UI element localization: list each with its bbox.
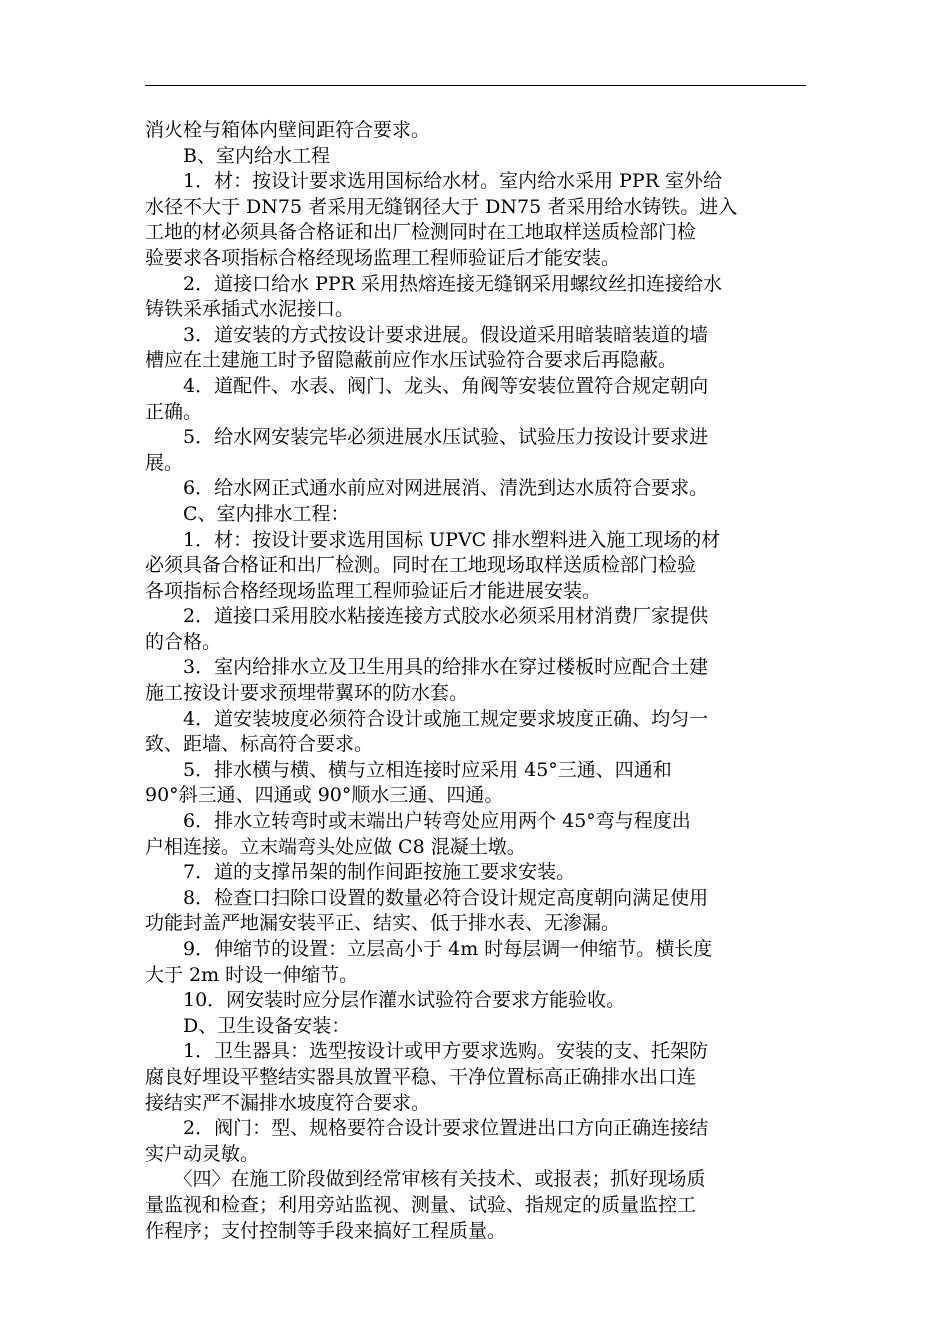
paragraph (145, 886, 809, 937)
paragraph (145, 323, 809, 374)
text-line: 5．给水网安装完毕必须进展水压试验、试验压力按设计要求进 (145, 426, 709, 449)
text-line: 验要求各项指标合格经现场监理工程师验证后才能安装。 (145, 246, 621, 269)
paragraph (145, 272, 809, 323)
paragraph (145, 502, 809, 528)
paragraph (145, 988, 809, 1014)
text-line: 6．给水网正式通水前应对网进展消、清洗到达水质符合要求。 (145, 477, 709, 500)
text-line: 3．道安装的方式按设计要求进展。假设道采用暗装暗装道的墙 (145, 323, 709, 346)
text-line: 功能封盖严地漏安装平正、结实、低于排水表、无渗漏。 (145, 912, 621, 935)
text-line: 4．道配件、水表、阀门、龙头、角阀等安装位置符合规定朝向 (145, 374, 709, 397)
paragraph (145, 476, 809, 502)
text-line: 3．室内给排水立及卫生用具的给排水在穿过楼板时应配合土建 (145, 656, 709, 679)
text-line: 腐良好埋设平整结实器具放置平稳、干净位置标高正确排水出口连 (145, 1065, 697, 1088)
text-line: 1．卫生器具：选型按设计或甲方要求选购。安装的支、托架防 (145, 1040, 709, 1063)
text-line: 实户动灵敏。 (145, 1142, 260, 1165)
text-line: 9．伸缩节的设置：立层高小于 4m 时每层调一伸缩节。横长度 (145, 938, 713, 960)
text-line: 槽应在土建施工时予留隐蔽前应作水压试验符合要求后再隐蔽。 (145, 349, 678, 372)
text-line: 10．网安装时应分层作灌水试验符合要求方能验收。 (145, 989, 626, 1012)
paragraph (145, 1167, 809, 1244)
text-line: 90°斜三通、四通或 90°顺水三通、四通。 (145, 784, 504, 807)
text-line: 各项指标合格经现场监理工程师验证后才能进展安装。 (145, 579, 602, 602)
text-line: 4．道安装坡度必须符合设计或施工规定要求坡度正确、均匀一 (145, 707, 709, 730)
paragraph (145, 169, 809, 271)
text-line: 工地的材必须具备合格证和出厂检测同时在工地取样送质检部门检 (145, 221, 697, 244)
text-line: 大于 2m 时设一伸缩节。 (145, 963, 359, 986)
text-line: 2．道接口采用胶水粘接连接方式胶水必须采用材消费厂家提供 (145, 605, 709, 628)
text-line: 必须具备合格证和出厂检测。同时在工地现场取样送质检部门检验 (145, 554, 697, 577)
text-line: D、卫生设备安装： (145, 1014, 351, 1037)
text-line: 致、距墙、标高符合要求。 (145, 733, 374, 756)
text-line: 1．材：按设计要求选用国标给水材。室内给水采用 PPR 室外给 (145, 170, 723, 193)
text-line: 量监视和检查；利用旁站监视、测量、试验、指规定的质量监控工 (145, 1193, 697, 1216)
text-line: B、室内给水工程 (145, 144, 330, 167)
text-line: C、室内排水工程： (145, 502, 350, 525)
paragraph (145, 1116, 809, 1167)
paragraph (145, 809, 809, 860)
text-line: 的合格。 (145, 630, 222, 653)
paragraph (145, 707, 809, 758)
text-line: 正确。 (145, 400, 203, 423)
text-line: 户相连接。立末端弯头处应做 C8 混凝土墩。 (145, 835, 526, 858)
paragraph (145, 425, 809, 476)
document-body (145, 118, 809, 1244)
text-line: 施工按设计要求预埋带翼环的防水套。 (145, 682, 469, 705)
text-line: 5．排水横与横、横与立相连接时应采用 45°三通、四通和 (145, 758, 672, 781)
paragraph (145, 144, 809, 170)
paragraph (145, 655, 809, 706)
text-line: 铸铁采承插式水泥接口。 (145, 298, 355, 321)
header-rule (145, 85, 806, 86)
text-line: 2．道接口给水 PPR 采用热熔连接无缝钢采用螺纹丝扣连接给水 (145, 272, 723, 295)
paragraph (145, 374, 809, 425)
paragraph (145, 528, 809, 605)
paragraph (145, 604, 809, 655)
text-line: 接结实严不漏排水坡度符合要求。 (145, 1091, 431, 1114)
text-line: 水径不大于 DN75 者采用无缝钢径大于 DN75 者采用给水铸铁。进入 (145, 195, 738, 218)
text-line: 展。 (145, 451, 184, 474)
paragraph (145, 860, 809, 886)
text-line: 消火栓与箱体内壁间距符合要求。 (145, 119, 431, 141)
paragraph (145, 1014, 809, 1040)
paragraph (145, 1039, 809, 1116)
text-line: 7．道的支撑吊架的制作间距按施工要求安装。 (145, 861, 576, 884)
paragraph (145, 758, 809, 809)
paragraph (145, 118, 809, 144)
text-line: 2．阀门：型、规格要符合设计要求位置进出口方向正确连接结 (145, 1117, 709, 1140)
text-line: 作程序；支付控制等手段来搞好工程质量。 (145, 1219, 507, 1242)
text-line: 〈四〉在施工阶段做到经常审核有关技术、或报表；抓好现场质 (145, 1168, 706, 1191)
text-line: 8．检查口扫除口设置的数量必符合设计规定高度朝向满足使用 (145, 886, 709, 909)
text-line: 6．排水立转弯时或末端出户转弯处应用两个 45°弯与程度出 (145, 810, 691, 833)
text-line: 1．材：按设计要求选用国标 UPVC 排水塑料进入施工现场的材 (145, 528, 721, 551)
paragraph (145, 937, 809, 988)
